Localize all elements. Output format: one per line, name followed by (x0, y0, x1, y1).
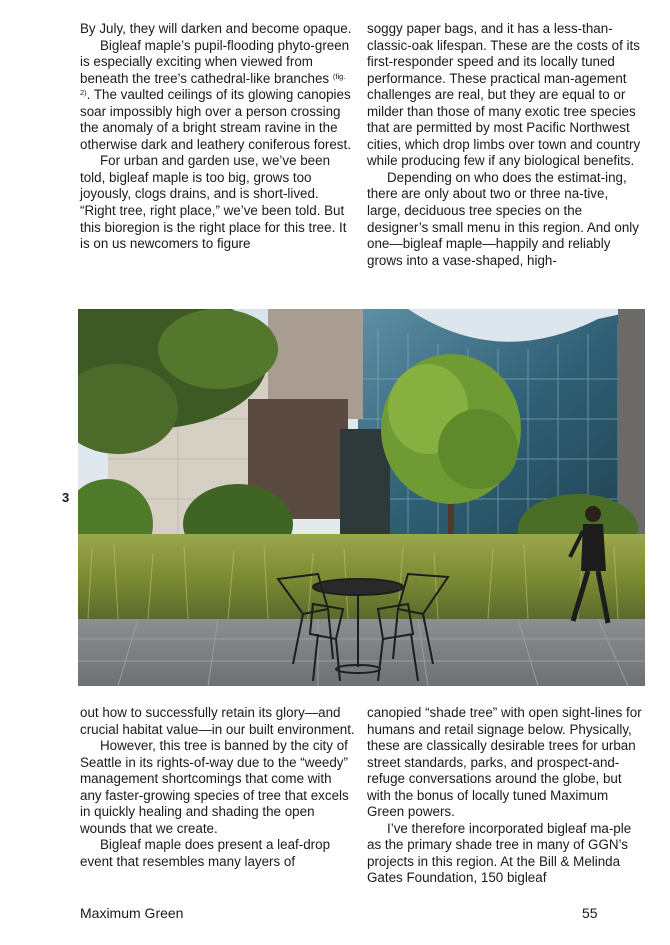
paragraph-text: Bigleaf maple’s pupil-flooding phyto-green is especially exciting when viewed from beneath the tree’s cathedral-like branches (80, 37, 350, 86)
paragraph: For urban and garden use, we’ve been told, bigleaf maple is too big, grows too joyously, clogs drains, and is short-lived. “Right tree, right place,” we’ve been told. But this bioregion is the right place for this tree. It is on us newcomers to figure (80, 153, 347, 252)
paragraph: canopied “shade tree” with open sight-lines for humans and retail signage below. Physically, these are classically desirable trees for urban street standards, parks, and prospect-and-refuge conversations around the globe, but with the bonus of locally tuned Maximum Green powers. (367, 705, 642, 820)
text-column-3 (80, 705, 356, 870)
paragraph: Depending on who does the estimat-ing, there are only about two or three na-tive, large, deciduous tree species on the designer’s small menu in this region. And only one—bigleaf maple—happily and reliably grows into a vase-shaped, high- (367, 169, 639, 268)
paragraph: However, this tree is banned by the city of Seattle in its rights-of-way due to the “weedy” management shortcomings that come with any faster-growing species of tree that excels in quickly healing and shading the open wounds that we create. (80, 738, 349, 836)
paragraph-text: . The vaulted ceilings of its glowing canopies soar impossibly high over a person crossing the anomaly of a bright stream ravine in the otherwise dark and leathery coniferous forest. (80, 87, 351, 152)
text-column-4 (367, 705, 645, 887)
text-column-1 (80, 21, 356, 253)
paragraph: I’ve therefore incorporated bigleaf ma-ple as the primary shade tree in many of GGN’s projects in this region. At the Bill & Melinda Gates Foundation, 150 bigleaf (367, 820, 632, 886)
paragraph: soggy paper bags, and it has a less-than-classic-oak lifespan. These are the costs of its first-responder speed and its locally tuned performance. These practical man-agement challenges are real, but they are equal to or milder than those of many exotic tree species that are permitted by most Pacific Northwest cities, which drop limbs over town and country while producing few if any biological benefits. (367, 21, 641, 169)
glass-entry (340, 429, 390, 539)
figure-reference: (fig. 2) (80, 71, 346, 98)
paragraph: Bigleaf maple does present a leaf-drop event that resembles many layers of (80, 837, 331, 869)
text-column-2 (367, 21, 645, 269)
paragraph: By July, they will darken and become opaque. (80, 21, 352, 36)
landscape-photo (78, 309, 645, 686)
page-number: 55 (582, 905, 598, 921)
running-footer-title: Maximum Green (80, 905, 184, 921)
figure-number: 3 (62, 490, 70, 505)
paved-plaza (78, 619, 645, 686)
paragraph: out how to successfully retain its glory—and crucial habitat value—in our built environment. (80, 705, 355, 737)
paragraph (80, 38, 356, 154)
